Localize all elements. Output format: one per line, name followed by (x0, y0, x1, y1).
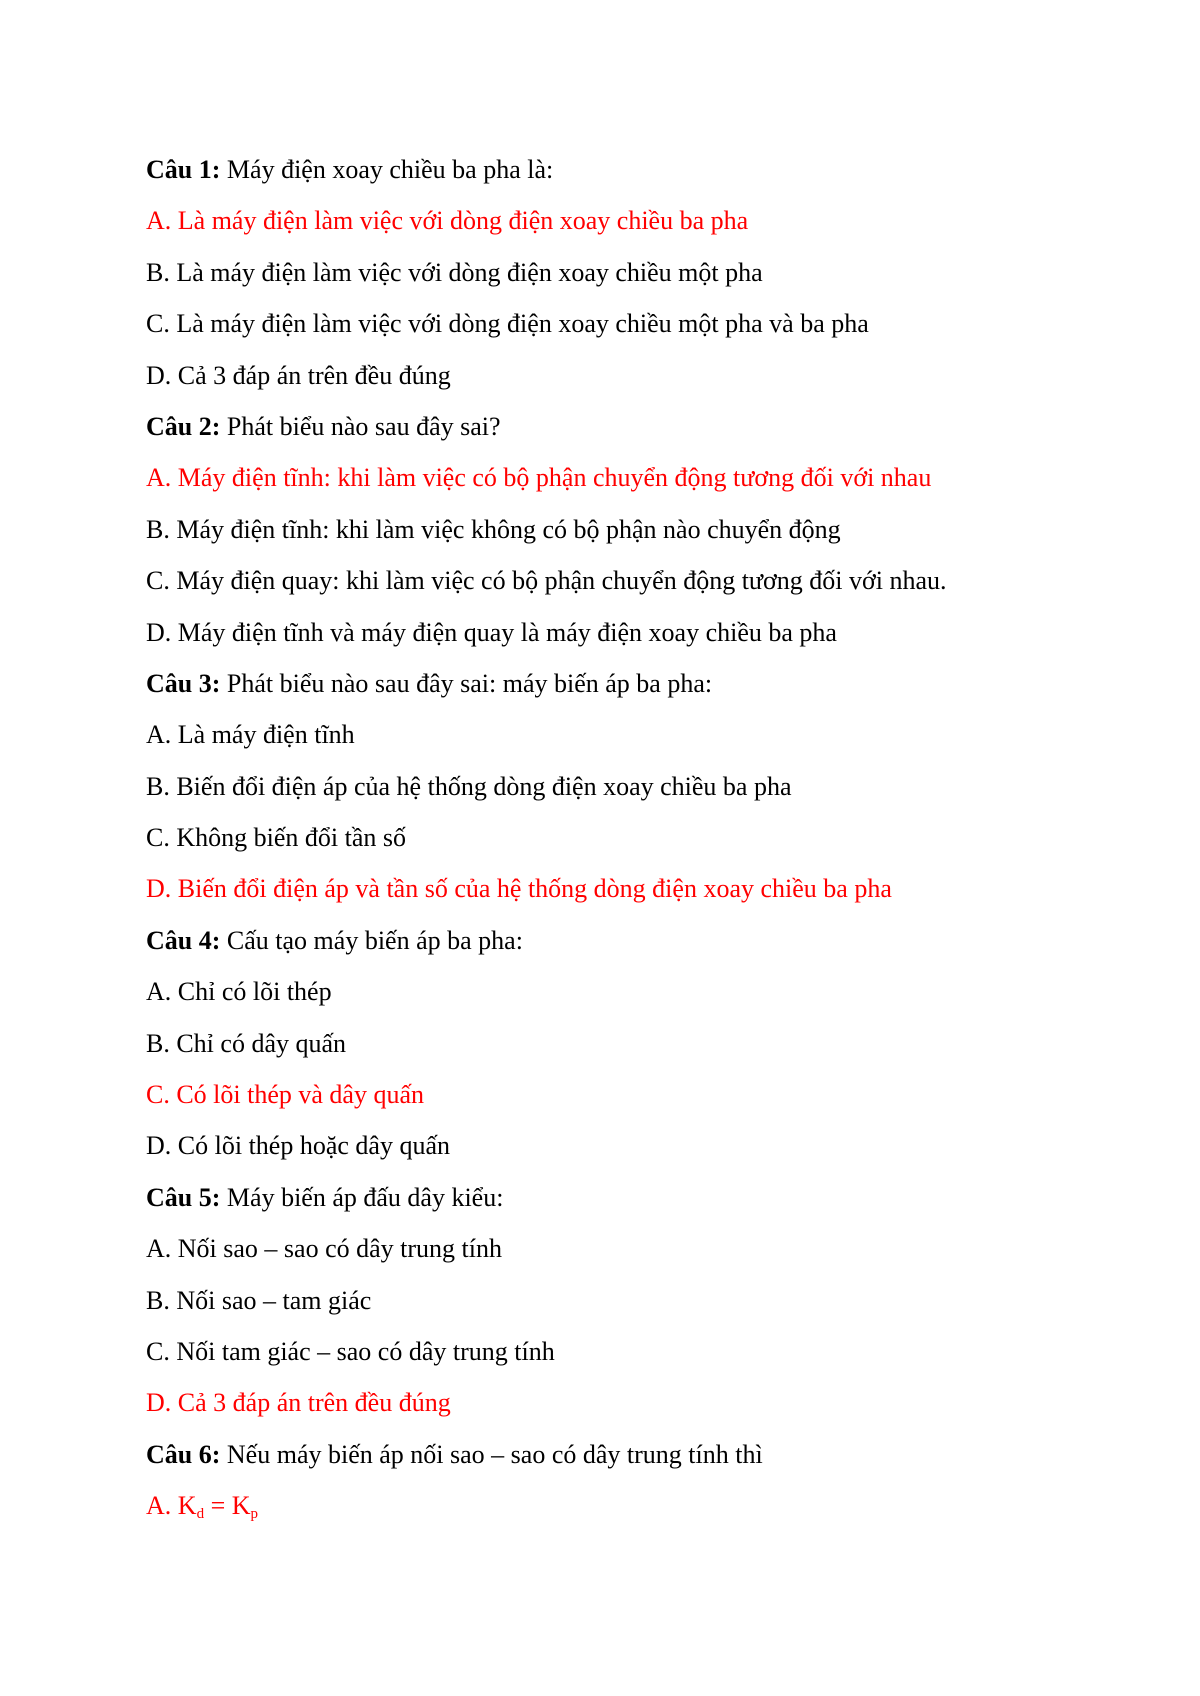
answer-option: D. Cả 3 đáp án trên đều đúng (146, 1388, 451, 1418)
question-2 (146, 401, 1146, 452)
answer-option: B. Biến đổi điện áp của hệ thống dòng điện xoay chiều ba pha (146, 771, 792, 801)
question-label: Câu 5: (146, 1182, 221, 1212)
question-label: Câu 3: (146, 668, 221, 698)
question-text: Nếu máy biến áp nối sao – sao có dây trung tính thì (220, 1439, 763, 1469)
question-label: Câu 1: (146, 155, 221, 184)
answer-option: C. Nối tam giác – sao có dây trung tính (146, 1336, 555, 1366)
question-5 (146, 1172, 1146, 1223)
question-1 (146, 144, 1146, 195)
question-label: Câu 6: (146, 1439, 221, 1469)
question-text: Cấu tạo máy biến áp ba pha: (220, 925, 523, 955)
question-text: Phát biểu nào sau đây sai? (220, 411, 501, 441)
answer-option: D. Máy điện tĩnh và máy điện quay là máy điện xoay chiều ba pha (146, 617, 837, 647)
document-page (146, 144, 1146, 1532)
question-6 (146, 1429, 1146, 1480)
formula-subscript-p: p (250, 1506, 259, 1523)
answer-option: B. Chỉ có dây quấn (146, 1028, 347, 1058)
answer-option: A. Là máy điện tĩnh (146, 720, 355, 750)
answer-option: D. Cả 3 đáp án trên đều đúng (146, 360, 451, 390)
answer-option: C. Là máy điện làm việc với dòng điện xoay chiều một pha và ba pha (146, 309, 869, 339)
question-label: Câu 2: (146, 411, 221, 441)
answer-option: A. Là máy điện làm việc với dòng điện xoay chiều ba pha (146, 206, 749, 236)
question-label: Câu 4: (146, 925, 221, 955)
formula-prefix: A. K (146, 1491, 197, 1521)
question-4 (146, 915, 1146, 966)
question-text: Máy điện xoay chiều ba pha là: (220, 155, 554, 184)
answer-option: B. Là máy điện làm việc với dòng điện xoay chiều một pha (146, 257, 763, 287)
formula-middle: = K (204, 1491, 251, 1521)
answer-option: A. Chỉ có lõi thép (146, 977, 332, 1007)
answer-option: B. Máy điện tĩnh: khi làm việc không có bộ phận nào chuyển động (146, 514, 841, 544)
answer-option: C. Có lõi thép và dây quấn (146, 1080, 425, 1110)
answer-option-formula (146, 1480, 1146, 1531)
question-text: Phát biểu nào sau đây sai: máy biến áp ba pha: (220, 668, 713, 698)
question-text: Máy biến áp đấu dây kiểu: (220, 1182, 504, 1212)
answer-option: A. Nối sao – sao có dây trung tính (146, 1234, 503, 1264)
answer-option: D. Có lõi thép hoặc dây quấn (146, 1131, 450, 1161)
answer-option: C. Không biến đổi tần số (146, 823, 406, 853)
answer-option: D. Biến đổi điện áp và tần số của hệ thống dòng điện xoay chiều ba pha (146, 874, 892, 904)
formula-subscript-d: d (196, 1506, 205, 1523)
answer-option: B. Nối sao – tam giác (146, 1285, 372, 1315)
answer-option: C. Máy điện quay: khi làm việc có bộ phận chuyển động tương đối với nhau. (146, 566, 947, 596)
answer-option: A. Máy điện tĩnh: khi làm việc có bộ phận chuyển động tương đối với nhau (146, 463, 932, 493)
question-3 (146, 658, 1146, 709)
